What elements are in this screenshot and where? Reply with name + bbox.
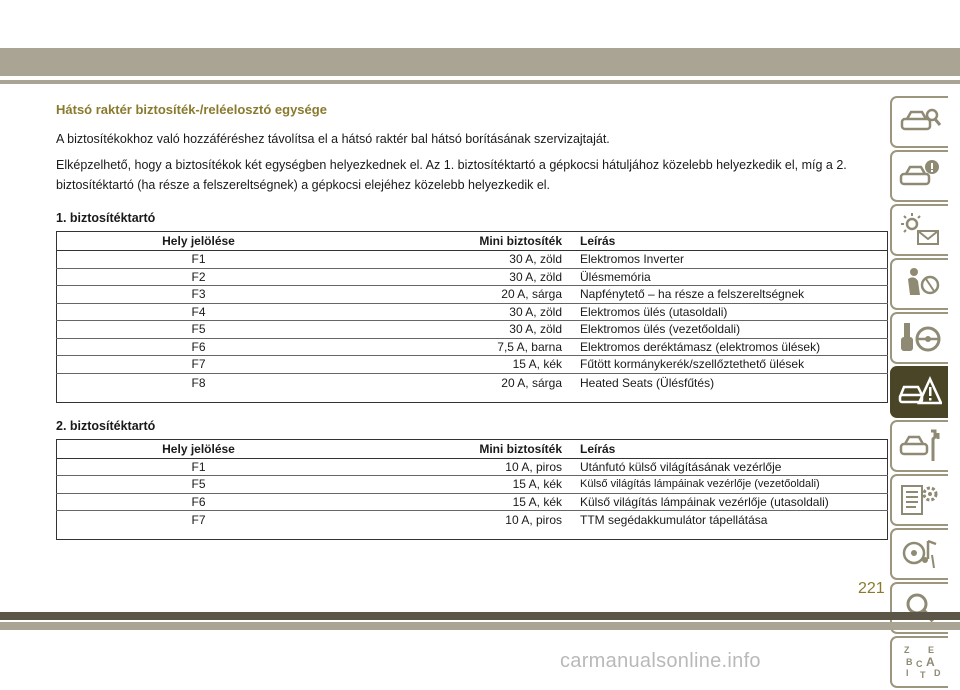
paragraph-location: Elképzelhető, hogy a biztosítékok két egységben helyezkednek el. Az 1. biztosítéktartó a gépkocsi hátuljához közelebb helyezkedik el, míg a 2. biztosítéktartó (ha része a felszereltségnek) a gépkocsi elejéhez közelebb helyezkedik el. [56,158,847,192]
column-header: Hely jelölése [57,439,341,458]
cell-location: F5 [57,321,341,339]
cell-fuse: 10 A, piros [340,511,570,540]
table-row [57,356,888,374]
table-row [57,268,888,286]
svg-text:I: I [906,668,909,678]
cell-location: F4 [57,303,341,321]
footer-band-dark [0,612,960,620]
cell-description: Heated Seats (Ülésfűtés) [570,373,888,402]
cell-location: F1 [57,458,341,476]
cell-location: F5 [57,476,341,494]
tab-alphabet-index[interactable] [890,636,948,688]
table-row [57,511,888,540]
warning-lights-message-icon [898,211,942,249]
cell-description: Ülésmemória [570,268,888,286]
alphabet-index-icon [898,643,942,681]
cell-location: F6 [57,493,341,511]
table-row [57,303,888,321]
svg-text:Z: Z [904,645,910,655]
cell-fuse: 20 A, sárga [340,286,570,304]
chapter-tabs [890,96,948,690]
svg-text:D: D [934,668,941,678]
tab-car-info[interactable] [890,150,948,202]
table-row [57,286,888,304]
cell-fuse: 30 A, zöld [340,321,570,339]
cell-location: F2 [57,268,341,286]
paragraph-access: A biztosítékokhoz való hozzáféréshez távolítsa el a hátsó raktér bal hátsó borításának szervizajtaját. [56,132,610,146]
cell-description: Elektromos Inverter [570,251,888,269]
cell-description: Elektromos ülés (vezetőoldali) [570,321,888,339]
cell-fuse: 20 A, sárga [340,373,570,402]
cell-description: TTM segédakkumulátor tápellátása [570,511,888,540]
header-band [0,48,960,76]
cell-fuse: 30 A, zöld [340,268,570,286]
cell-fuse: 15 A, kék [340,356,570,374]
fuse-box-2-heading: 2. biztosítéktartó [56,418,156,433]
cell-location: F8 [57,373,341,402]
cell-fuse: 30 A, zöld [340,303,570,321]
cell-location: F7 [57,356,341,374]
car-info-icon [898,157,942,195]
cell-fuse: 10 A, piros [340,458,570,476]
car-search-icon [898,103,942,141]
cell-description: Külső világítás lámpáinak vezérlője (utasoldali) [570,493,888,511]
column-header: Leírás [570,439,888,458]
table-row [57,476,888,494]
table-row [57,458,888,476]
tab-airbag-safety[interactable] [890,258,948,310]
tab-multimedia[interactable] [890,528,948,580]
watermark: carmanualsonline.info [560,650,761,672]
cell-description: Elektromos ülés (utasoldali) [570,303,888,321]
cell-location: F7 [57,511,341,540]
fuse-box-1-table [56,231,888,403]
cell-fuse: 7,5 A, barna [340,338,570,356]
table-row [57,338,888,356]
column-header: Hely jelölése [57,232,341,251]
svg-text:T: T [920,670,926,680]
specifications-gear-icon [898,481,942,519]
car-hazard-triangle-icon [898,373,942,411]
page-number: 221 [858,580,885,597]
cell-description: Napfénytető – ha része a felszereltségnek [570,286,888,304]
table-row [57,373,888,402]
cell-description: Fűtött kormánykerék/szellőztethető ülések [570,356,888,374]
footer-band-light [0,622,960,630]
cell-description: Külső világítás lámpáinak vezérlője (vezetőoldali) [570,476,888,494]
multimedia-music-icon [898,535,942,573]
column-header: Mini biztosíték [340,439,570,458]
page-content [56,100,888,540]
column-header: Leírás [570,232,888,251]
tab-key-steering[interactable] [890,312,948,364]
svg-text:A: A [926,655,935,669]
tab-car-search[interactable] [890,96,948,148]
cell-description: Utánfutó külső világításának vezérlője [570,458,888,476]
table-row [57,321,888,339]
airbag-safety-icon [898,265,942,303]
tab-warning-lights[interactable] [890,204,948,256]
table-row [57,493,888,511]
fuse-box-2-table [56,439,888,541]
tab-specifications[interactable] [890,474,948,526]
car-service-wrench-icon [898,427,942,465]
svg-text:B: B [906,657,913,667]
cell-location: F6 [57,338,341,356]
cell-fuse: 15 A, kék [340,493,570,511]
fuse-box-1-heading: 1. biztosítéktartó [56,211,156,225]
svg-text:E: E [928,645,935,655]
cell-fuse: 30 A, zöld [340,251,570,269]
column-header: Mini biztosíték [340,232,570,251]
header-rule [0,80,960,84]
tab-car-hazard[interactable] [890,366,948,418]
table-row [57,251,888,269]
key-steering-wheel-icon [898,319,942,357]
cell-location: F3 [57,286,341,304]
tab-car-service[interactable] [890,420,948,472]
cell-location: F1 [57,251,341,269]
svg-text:C: C [916,659,923,669]
section-title: Hátsó raktér biztosíték-/reléelosztó egysége [56,102,327,117]
cell-fuse: 15 A, kék [340,476,570,494]
cell-description: Elektromos deréktámasz (elektromos ülések) [570,338,888,356]
